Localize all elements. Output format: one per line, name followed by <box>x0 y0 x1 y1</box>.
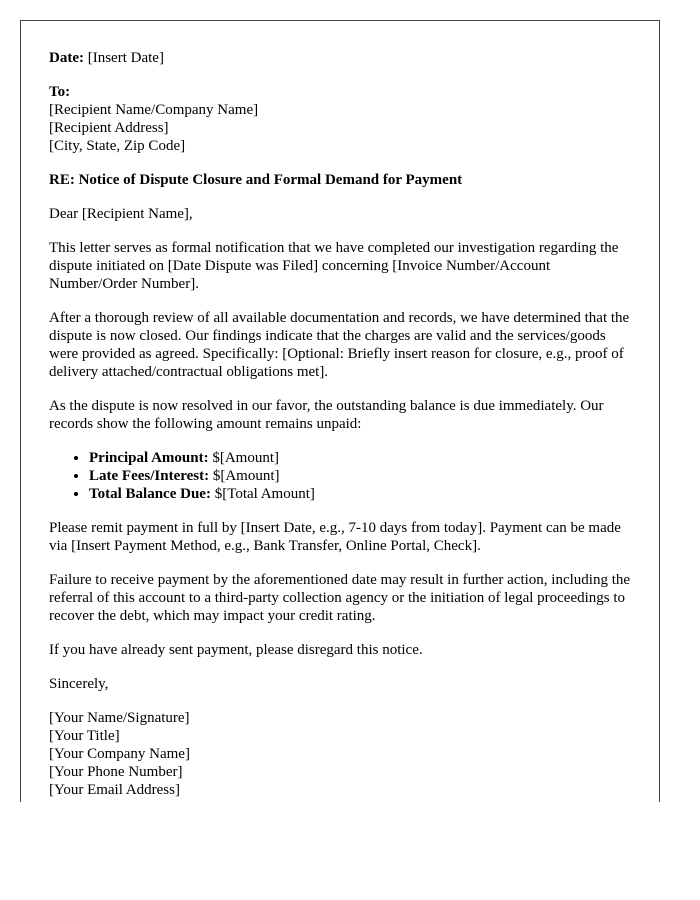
signature-name: [Your Name/Signature] <box>49 710 190 726</box>
salutation: Dear [Recipient Name], <box>49 206 193 222</box>
subject-line <box>49 171 631 189</box>
amount-label: Total Balance Due: <box>89 486 211 502</box>
to-label: To: <box>49 84 71 100</box>
paragraph-further-action: Failure to receive payment by the aforementioned date may result in further action, including the referral of this account to a third-party collection agency or the initiation of legal proceedings to recover the debt, which may impact your credit rating. <box>49 572 631 624</box>
paragraph-notification: This letter serves as formal notification that we have completed our investigation regarding the dispute initiated on [Date Dispute was Filed] concerning [Invoice Number/Account Number/Order Number]. <box>49 240 619 292</box>
amount-label: Late Fees/Interest: <box>89 468 210 484</box>
date-label: Date: <box>49 50 84 66</box>
closing: Sincerely, <box>49 676 109 692</box>
paragraph-disregard: If you have already sent payment, please disregard this notice. <box>49 642 423 658</box>
recipient-block <box>49 83 631 155</box>
signature-block <box>49 709 631 799</box>
recipient-name: [Recipient Name/Company Name] <box>49 102 259 118</box>
recipient-city-state-zip: [City, State, Zip Code] <box>49 138 186 154</box>
amount-label: Principal Amount: <box>89 450 209 466</box>
subject-text: RE: Notice of Dispute Closure and Formal Demand for Payment <box>49 172 463 188</box>
list-item-principal <box>89 449 631 467</box>
signature-title: [Your Title] <box>49 728 120 744</box>
paragraph-balance-due: As the dispute is now resolved in our favor, the outstanding balance is due immediately. Our records show the following amount remains unpaid: <box>49 398 604 432</box>
amounts-list <box>49 449 631 503</box>
paragraph-remit-payment: Please remit payment in full by [Insert Date, e.g., 7-10 days from today]. Payment can be made via [Insert Payment Method, e.g., Bank Transfer, Online Portal, Check]. <box>49 520 621 554</box>
signature-phone: [Your Phone Number] <box>49 764 183 780</box>
amount-value: $[Total Amount] <box>214 486 315 502</box>
letter-page <box>20 20 660 802</box>
date-line <box>49 49 631 67</box>
amount-value: $[Amount] <box>212 450 280 466</box>
recipient-address: [Recipient Address] <box>49 120 169 136</box>
date-value: [Insert Date] <box>87 50 164 66</box>
signature-email: [Your Email Address] <box>49 782 180 798</box>
signature-company: [Your Company Name] <box>49 746 190 762</box>
list-item-total-balance <box>89 485 631 503</box>
list-item-late-fees <box>89 467 631 485</box>
amount-value: $[Amount] <box>212 468 280 484</box>
paragraph-findings: After a thorough review of all available documentation and records, we have determined that the dispute is now closed. Our findings indicate that the charges are valid and the services/goods were provided as agreed. Specifically: [Optional: Briefly insert reason for closure, e.g., proof of delivery attached/contractual obligations met]. <box>49 310 630 380</box>
